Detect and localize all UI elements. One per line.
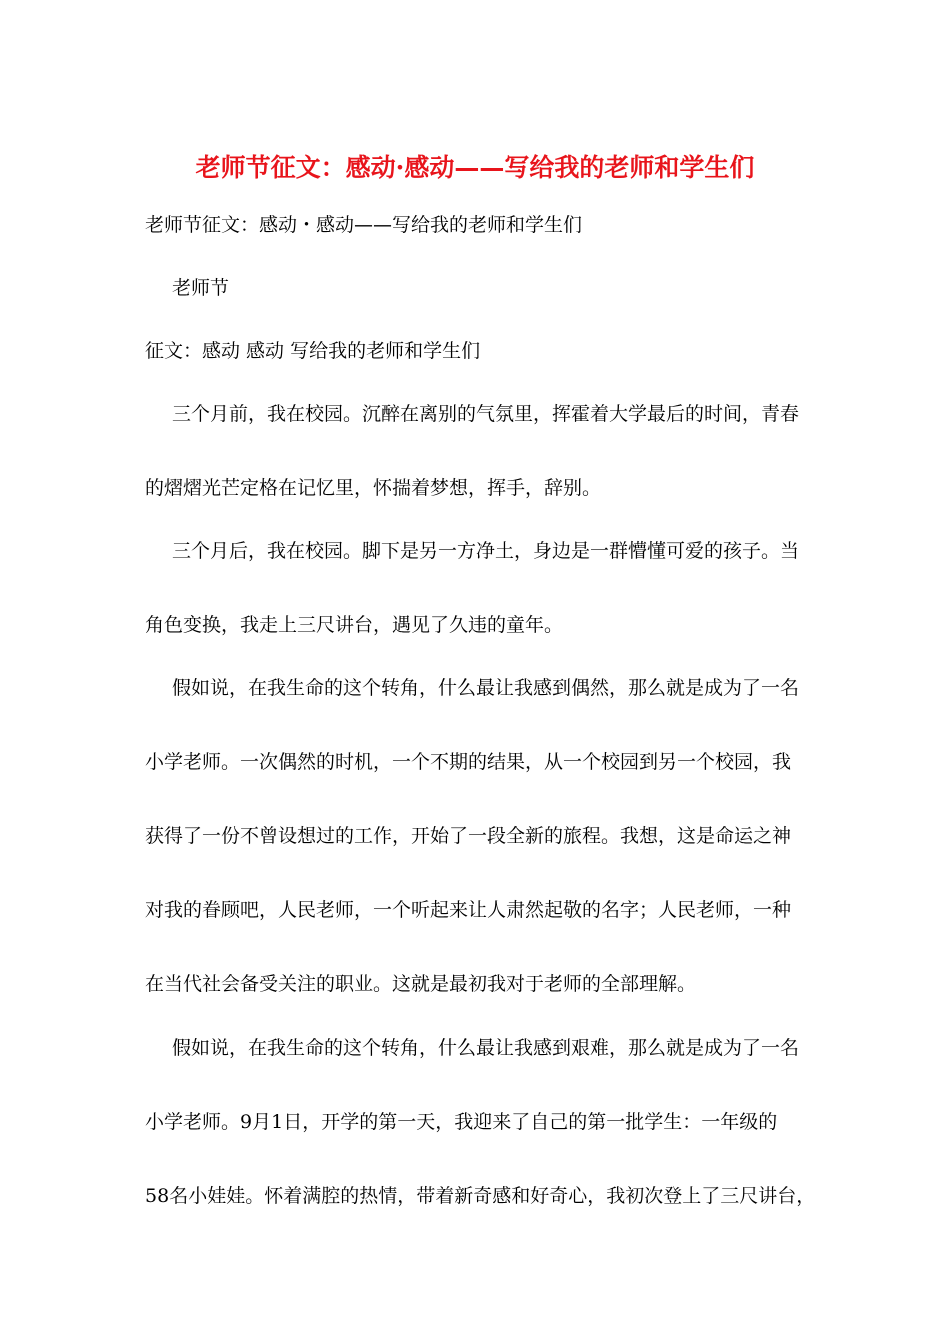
keywords-line: 征文：感动 感动 写给我的老师和学生们	[145, 340, 481, 362]
paragraph-line: 在当代社会备受关注的职业。这就是最初我对于老师的全部理解。	[145, 973, 697, 995]
paragraph-line: 三个月前，我在校园。沉醉在离别的气氛里，挥霍着大学最后的时间，青春	[172, 403, 800, 425]
document-title: 老师节征文：感动·感动——写给我的老师和学生们	[195, 153, 755, 182]
paragraph-line: 角色变换，我走上三尺讲台，遇见了久违的童年。	[145, 614, 564, 636]
text-run: 月	[252, 1111, 272, 1133]
paragraph-line	[145, 1183, 815, 1209]
day-number: 1	[271, 1111, 284, 1133]
paragraph-line: 对我的眷顾吧，人民老师，一个听起来让人肃然起敬的名字；人民老师，一种	[145, 899, 792, 921]
paragraph-line: 获得了一份不曾设想过的工作，开始了一段全新的旅程。我想，这是命运之神	[145, 825, 792, 847]
text-run: 名小娃娃。怀着满腔的热情，带着新奇感和好奇心，我初次登上了三尺讲台，	[169, 1185, 816, 1207]
paragraph-line: 三个月后，我在校园。脚下是另一方净土，身边是一群懵懂可爱的孩子。当	[172, 540, 800, 562]
paragraph-line	[145, 1109, 777, 1135]
text-run: 小学老师。	[145, 1111, 241, 1133]
paragraph-line: 假如说，在我生命的这个转角，什么最让我感到偶然，那么就是成为了一名	[172, 677, 800, 699]
paragraph-line: 假如说，在我生命的这个转角，什么最让我感到艰难，那么就是成为了一名	[172, 1037, 800, 1059]
student-count-number: 58	[145, 1185, 170, 1207]
text-run: 日，开学的第一天，我迎来了自己的第一批学生：一年级的	[283, 1111, 778, 1133]
subtitle-line: 老师节征文：感动・感动——写给我的老师和学生们	[145, 214, 583, 236]
paragraph-line: 的熠熠光芒定格在记忆里，怀揣着梦想，挥手，辞别。	[145, 477, 602, 499]
month-number: 9	[240, 1111, 253, 1133]
paragraph-line: 小学老师。一次偶然的时机，一个不期的结果，从一个校园到另一个校园，我	[145, 751, 792, 773]
heading-line: 老师节	[172, 277, 230, 299]
